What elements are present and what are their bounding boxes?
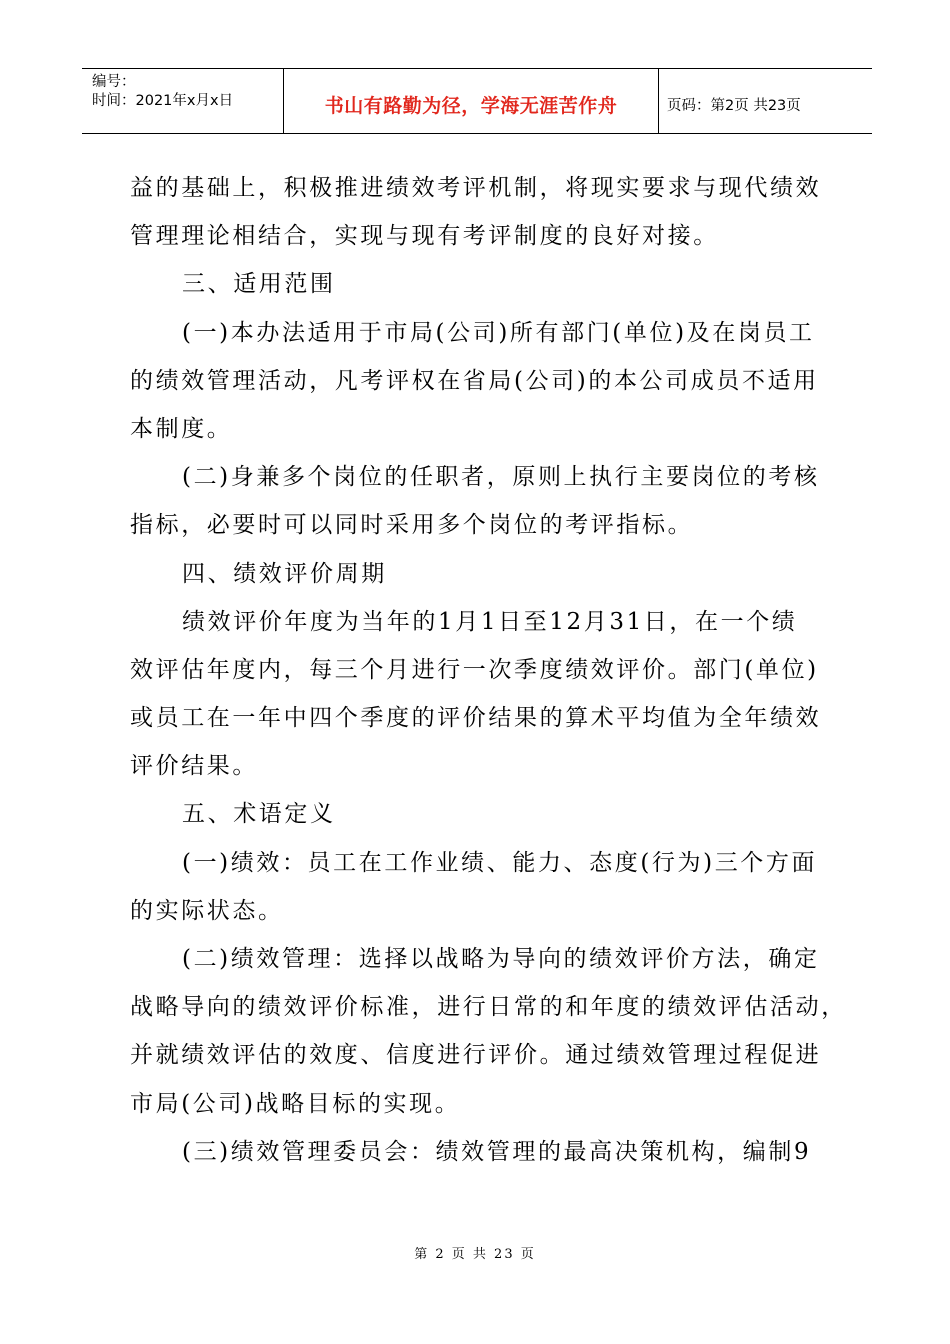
text-line: 本制度。: [130, 415, 233, 442]
text-line: 四、绩效评价周期: [182, 560, 387, 587]
doc-time-label: 时间：2021年x月x日: [92, 93, 234, 109]
text-line: 效评估年度内，每三个月进行一次季度绩效评价。部门(单位): [130, 656, 819, 683]
text-line: 绩效评价年度为当年的1月1日至12月31日，在一个绩: [182, 608, 798, 635]
text-line: 市局(公司)战略目标的实现。: [130, 1090, 461, 1117]
header-motto: 书山有路勤为径，学海无涯苦作舟: [324, 94, 618, 117]
doc-number-label: 编号：: [92, 74, 136, 90]
header-motto-cell: [284, 69, 659, 133]
text-line: (一)本办法适用于市局(公司)所有部门(单位)及在岗员工: [182, 319, 815, 346]
text-line: (二)绩效管理：选择以战略为导向的绩效评价方法，确定: [182, 946, 820, 972]
text-line: 评价结果。: [130, 753, 258, 780]
text-line: 战略导向的绩效评价标准，进行日常的和年度的绩效评估活动，: [130, 994, 847, 1021]
text-line: 五、术语定义: [182, 801, 336, 828]
document-body: [130, 164, 847, 1176]
page-header: [82, 68, 872, 134]
page-footer: 第 2 页 共 23 页: [414, 1247, 536, 1262]
text-line: (一)绩效：员工在工作业绩、能力、态度(行为)三个方面: [182, 849, 818, 876]
header-page-info: 页码：第2页 共23页: [667, 97, 801, 114]
header-page-cell: [659, 69, 872, 133]
text-line: 并就绩效评估的效度、信度进行评价。通过绩效管理过程促进: [130, 1042, 822, 1069]
text-line: 的绩效管理活动，凡考评权在省局(公司)的本公司成员不适用: [130, 367, 819, 394]
header-meta-cell: [82, 69, 284, 133]
text-line: 的实际状态。: [130, 897, 284, 924]
text-line: 指标，必要时可以同时采用多个岗位的考评指标。: [130, 512, 694, 539]
text-line: (二)身兼多个岗位的任职者，原则上执行主要岗位的考核: [182, 464, 820, 491]
text-line: 三、适用范围: [182, 271, 336, 298]
text-line: 管理理论相结合，实现与现有考评制度的良好对接。: [130, 223, 719, 250]
text-line: 或员工在一年中四个季度的评价结果的算术平均值为全年绩效: [130, 705, 822, 732]
text-line: (三)绩效管理委员会：绩效管理的最高决策机构，编制9: [182, 1138, 812, 1165]
text-line: 益的基础上，积极推进绩效考评机制，将现实要求与现代绩效: [130, 175, 822, 201]
